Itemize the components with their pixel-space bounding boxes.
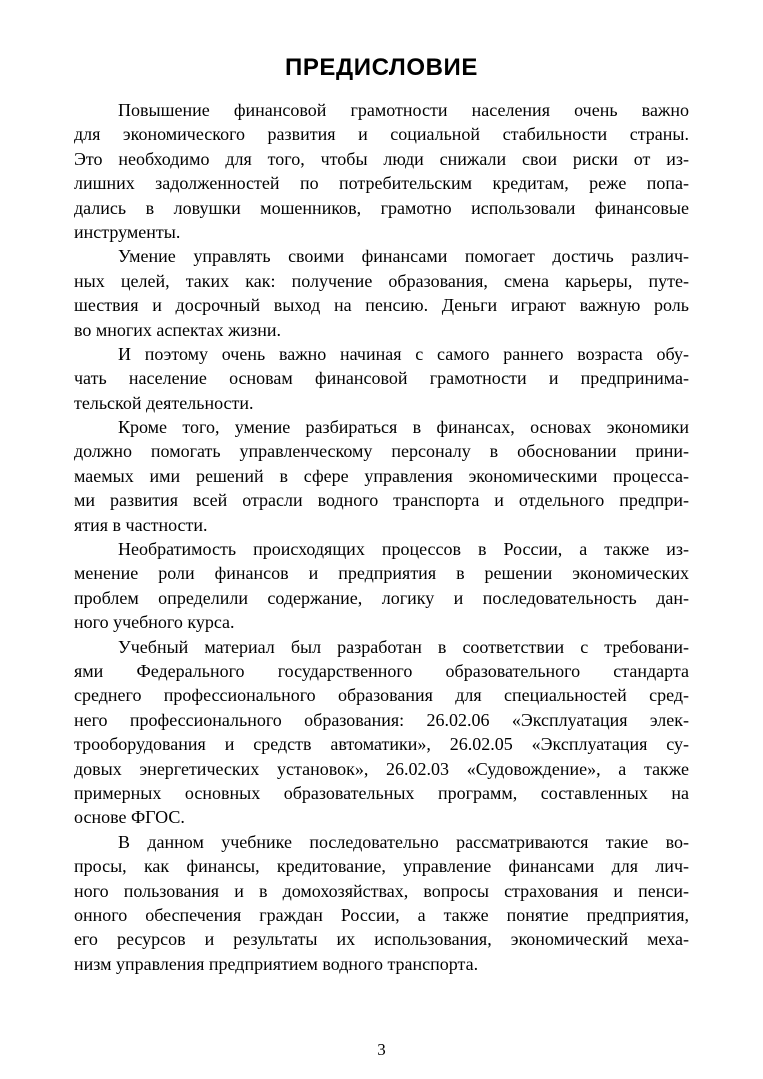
text-line: основе ФГОС. bbox=[74, 807, 185, 828]
text-line: ями Федерального государственного образовательного стандарта bbox=[74, 660, 689, 681]
text-line: ного пользования и в домохозяйствах, вопросы страхования и пенси- bbox=[74, 880, 689, 901]
text-line: И поэтому очень важно начиная с самого раннего возраста обу- bbox=[118, 343, 689, 364]
page-title: ПРЕДИСЛОВИЕ bbox=[284, 54, 479, 81]
paragraph-6 bbox=[74, 635, 689, 830]
text-line: него профессионального образования: 26.02.06 «Эксплуатация элек- bbox=[74, 709, 689, 730]
text-line: ного учебного курса. bbox=[74, 612, 235, 633]
text-line: Умение управлять своими финансами помогает достичь различ- bbox=[118, 246, 689, 267]
paragraph-5 bbox=[74, 537, 689, 635]
paragraph-1 bbox=[74, 98, 689, 244]
text-line: его ресурсов и результаты их использования, экономический меха- bbox=[74, 929, 689, 950]
body-text bbox=[74, 98, 689, 976]
paragraph-4 bbox=[74, 415, 689, 537]
text-line: онного обеспечения граждан России, а также понятие предприятия, bbox=[74, 904, 689, 925]
text-line: во многих аспектах жизни. bbox=[74, 319, 282, 340]
text-line: Это необходимо для того, чтобы люди снижали свои риски от из- bbox=[74, 148, 689, 169]
text-line: Учебный материал был разработан в соответствии с требовани- bbox=[118, 636, 689, 657]
text-line: менение роли финансов и предприятия в решении экономических bbox=[74, 563, 689, 584]
paragraph-3 bbox=[74, 342, 689, 415]
text-line: проблем определили содержание, логику и последовательность дан- bbox=[74, 587, 689, 608]
text-line: В данном учебнике последовательно рассматриваются такие во- bbox=[118, 831, 689, 852]
text-line: ятия в частности. bbox=[74, 514, 208, 535]
paragraph-7 bbox=[74, 830, 689, 976]
text-line: ми развития всей отрасли водного транспорта и отдельного предпри- bbox=[74, 490, 689, 511]
text-line: просы, как финансы, кредитование, управление финансами для лич- bbox=[74, 856, 689, 877]
text-line: шествия и досрочный выход на пенсию. Деньги играют важную роль bbox=[74, 295, 689, 316]
page-number: 3 bbox=[377, 1040, 386, 1059]
paragraph-2 bbox=[74, 244, 689, 342]
text-line: низм управления предприятием водного транспорта. bbox=[74, 953, 479, 974]
text-line: ных целей, таких как: получение образования, смена карьеры, путе- bbox=[74, 270, 689, 291]
text-line: примерных основных образовательных программ, составленных на bbox=[74, 782, 689, 803]
text-line: лишних задолженностей по потребительским кредитам, реже попа- bbox=[74, 173, 689, 194]
text-line: Кроме того, умение разбираться в финансах, основах экономики bbox=[118, 417, 689, 438]
text-line: дались в ловушки мошенников, грамотно использовали финансовые bbox=[74, 197, 689, 218]
text-line: трооборудования и средств автоматики», 26.02.05 «Эксплуатация су- bbox=[74, 734, 689, 755]
text-line: чать население основам финансовой грамотности и предпринима- bbox=[74, 368, 689, 389]
text-line: должно помогать управленческому персоналу в обосновании прини- bbox=[74, 441, 689, 462]
text-line: довых энергетических установок», 26.02.03 «Судовождение», а также bbox=[74, 758, 689, 779]
text-line: для экономического развития и социальной стабильности страны. bbox=[74, 124, 689, 145]
text-line: инструменты. bbox=[74, 221, 181, 242]
text-line: тельской деятельности. bbox=[74, 392, 254, 413]
text-line: среднего профессионального образования для специальностей сред- bbox=[74, 685, 689, 706]
text-line: Повышение финансовой грамотности населения очень важно bbox=[118, 100, 689, 120]
text-line: маемых ими решений в сфере управления экономическими процесса- bbox=[74, 465, 689, 486]
text-line: Необратимость происходящих процессов в России, а также из- bbox=[118, 539, 689, 560]
